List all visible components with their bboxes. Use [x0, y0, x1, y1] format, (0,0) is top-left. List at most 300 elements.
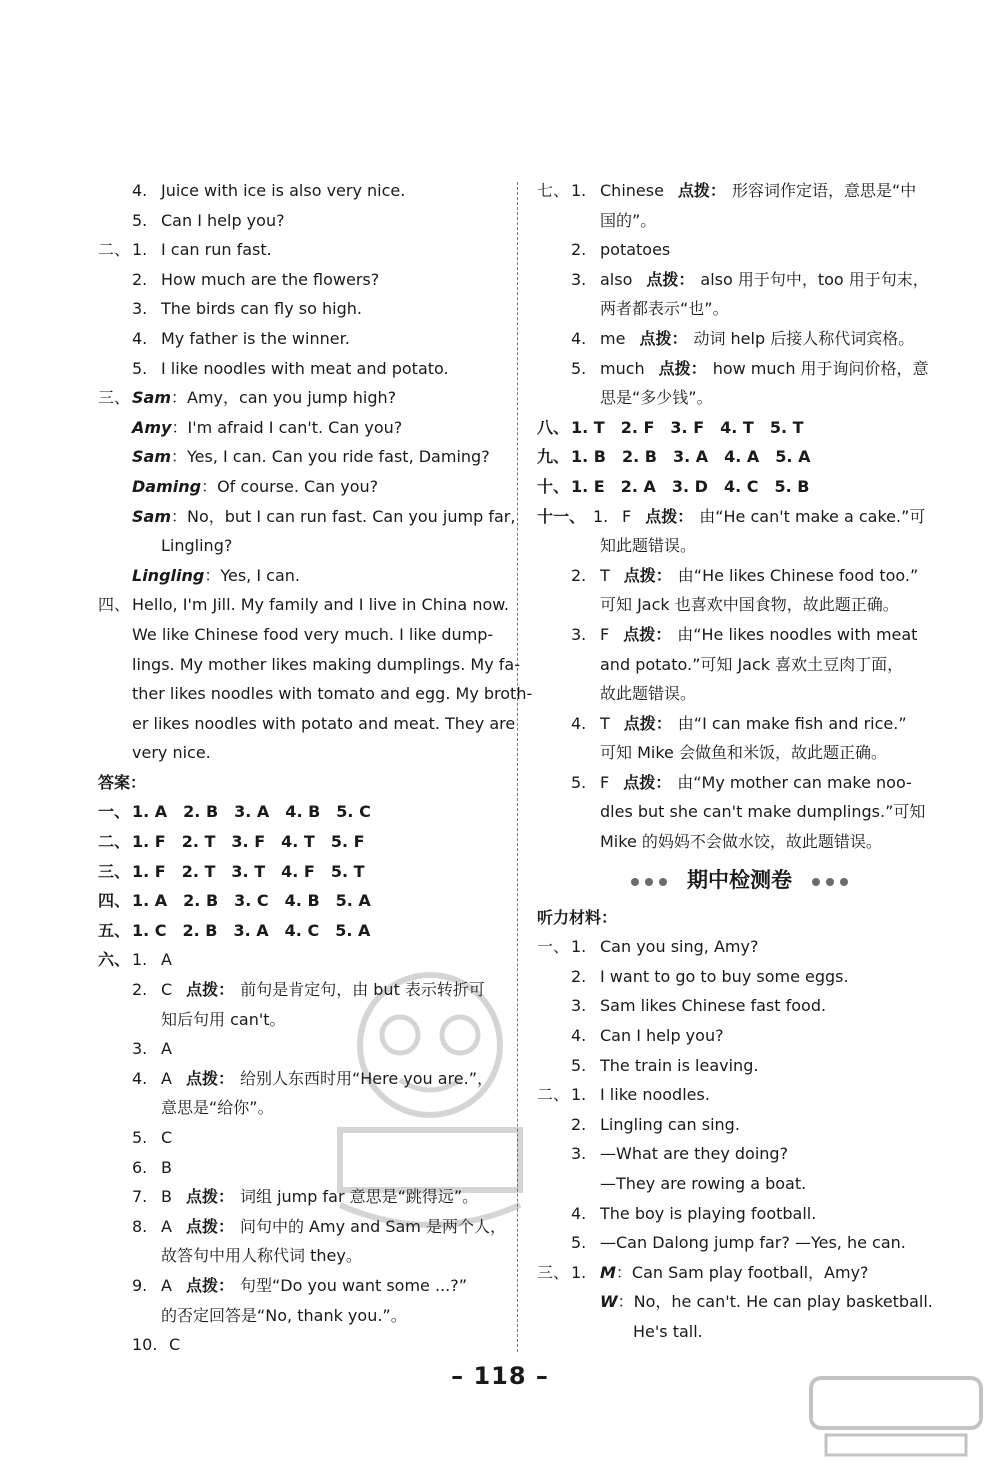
text-line: [537, 827, 942, 857]
text-line: [98, 1330, 500, 1360]
text-line: [98, 1301, 500, 1331]
line-text: [600, 561, 918, 591]
text-segment: 由“He likes Chinese food too.”: [677, 565, 919, 585]
text-line: [537, 354, 942, 384]
line-text: [600, 650, 903, 680]
item-number: 5.: [571, 358, 587, 378]
item-number: 2.: [571, 966, 587, 986]
item-number: 4.: [132, 181, 148, 200]
item-marker: 八、: [537, 417, 570, 437]
line-text: [600, 709, 907, 739]
line-text: [600, 738, 887, 768]
speaker-name: Sam: [132, 506, 171, 526]
text-line: [98, 1064, 500, 1094]
section-title: [537, 857, 942, 903]
text-line: [537, 1110, 942, 1140]
line-text: [600, 991, 826, 1021]
item-number: 3.: [132, 1039, 148, 1059]
line-text: [169, 1330, 180, 1360]
text-segment: also: [600, 269, 633, 289]
text-line: [537, 991, 942, 1021]
item-marker: 一、: [537, 937, 570, 957]
text-line: [537, 413, 942, 443]
line-text: [600, 797, 925, 827]
text-segment: ：Can Sam play football，Amy?: [615, 1262, 869, 1282]
text-segment: 动词 help 后接人称代词宾格。: [693, 328, 915, 348]
text-segment: 的否定回答是“No, thank you.”。: [161, 1305, 407, 1325]
text-line: [98, 945, 500, 975]
text-line: [537, 442, 942, 472]
line-text: [161, 1301, 407, 1331]
item-number: 5.: [132, 358, 148, 378]
text-segment: T: [600, 565, 610, 585]
text-line: [98, 1153, 500, 1183]
item-marker: 四、: [98, 891, 131, 911]
line-text: [600, 235, 670, 265]
line-text: [571, 472, 809, 502]
text-segment: A: [161, 1039, 172, 1059]
item-number: 5.: [571, 1233, 587, 1253]
decor-dots-right-icon: [809, 858, 851, 904]
text-line: [98, 354, 500, 384]
line-text: [600, 1110, 740, 1140]
speaker-name: Daming: [132, 476, 202, 496]
line-text: [161, 1034, 172, 1064]
text-line: [537, 235, 942, 265]
line-text: [161, 1153, 172, 1183]
text-segment: ：No，but I can run fast. Can you jump far,: [171, 506, 516, 526]
line-text: [571, 442, 810, 472]
text-line: [98, 738, 500, 768]
line-text: [161, 1212, 506, 1242]
text-segment: F: [600, 624, 610, 644]
text-segment: 故答句中用人称代词 they。: [161, 1246, 362, 1266]
line-text: [600, 932, 758, 962]
text-segment: 思是“多少钱”。: [600, 388, 713, 408]
hint-label: 点拨：: [646, 269, 695, 289]
item-number: 4.: [132, 328, 148, 348]
text-segment: Sam likes Chinese fast food.: [600, 996, 827, 1016]
text-segment: 故此题错误。: [600, 684, 697, 704]
item-number: 4.: [571, 713, 587, 733]
text-segment: 1. A 2. B 3. A 4. B 5. C: [132, 802, 371, 822]
text-segment: Lingling?: [161, 536, 233, 556]
text-segment: ：I'm afraid I can't. Can you?: [171, 417, 403, 437]
item-number: 1.: [132, 240, 148, 260]
line-text: [132, 502, 515, 532]
text-segment: 1. F 2. T 3. T 4. F 5. T: [132, 861, 365, 881]
text-line: [537, 1287, 942, 1317]
line-text: [161, 235, 272, 265]
text-line: [98, 916, 500, 946]
item-number: 3.: [571, 996, 587, 1016]
text-line: [537, 265, 942, 295]
item-marker: 二、: [537, 1085, 570, 1105]
text-line: [98, 531, 500, 561]
text-line: [537, 590, 942, 620]
line-text: [132, 590, 509, 620]
line-text: [600, 827, 882, 857]
item-marker: 九、: [537, 447, 570, 467]
text-segment: F: [600, 772, 610, 792]
text-segment: 意思是“给你”。: [161, 1098, 274, 1118]
item-marker: 答案：: [98, 772, 147, 792]
line-text: [161, 1271, 467, 1301]
item-number: 4.: [571, 328, 587, 348]
speaker-name: Lingling: [132, 565, 205, 585]
item-marker: 五、: [98, 920, 131, 940]
line-text: [600, 206, 656, 236]
line-text: [132, 797, 371, 827]
text-line: [98, 827, 500, 857]
text-segment: ：Yes, I can. Can you ride fast, Daming?: [171, 447, 490, 467]
item-number: 1.: [571, 937, 587, 957]
text-line: [537, 709, 942, 739]
text-line: [98, 294, 500, 324]
hint-label: 点拨：: [623, 624, 672, 644]
item-number: 3.: [571, 624, 587, 644]
line-text: [571, 413, 804, 443]
text-segment: 问句中的 Amy and Sam 是两个人，: [239, 1216, 506, 1236]
text-line: [98, 857, 500, 887]
text-segment: A: [161, 1216, 172, 1236]
text-line: [537, 738, 942, 768]
text-segment: 句型“Do you want some ...?”: [239, 1275, 468, 1295]
left-column: [98, 176, 533, 1360]
text-segment: The birds can fly so high.: [161, 299, 362, 319]
text-line: [98, 561, 500, 591]
text-segment: 知此题错误。: [600, 536, 697, 556]
text-segment: ：Amy，can you jump high?: [171, 388, 397, 408]
text-line: [537, 1258, 942, 1288]
text-line: [98, 620, 500, 650]
line-text: [132, 472, 378, 502]
hint-label: 点拨：: [185, 1216, 234, 1236]
item-number: 1.: [571, 1262, 587, 1282]
text-segment: 词组 jump far 意思是“跳得远”。: [240, 1187, 479, 1207]
line-text: [132, 886, 371, 916]
right-column-answers: [537, 176, 942, 857]
text-line: [537, 962, 942, 992]
item-number: 10.: [132, 1335, 158, 1355]
text-segment: very nice.: [132, 743, 211, 763]
text-segment: ：Yes, I can.: [204, 565, 300, 585]
text-line: [537, 932, 942, 962]
text-segment: B: [161, 1187, 172, 1207]
line-text: [161, 176, 405, 206]
text-segment: 1. E 2. A 3. D 4. C 5. B: [571, 476, 810, 496]
text-segment: The boy is playing football.: [600, 1203, 817, 1223]
item-number: 2.: [571, 240, 587, 260]
text-segment: Can you sing, Amy?: [600, 937, 759, 957]
line-text: [161, 1241, 362, 1271]
text-segment: I like noodles with meat and potato.: [161, 358, 449, 378]
line-text: [161, 1005, 286, 1035]
text-segment: A: [161, 1275, 172, 1295]
line-text: [622, 502, 925, 532]
text-segment: A: [161, 1068, 172, 1088]
text-segment: potatoes: [600, 240, 671, 260]
line-text: [600, 768, 912, 798]
right-column-listening: [537, 903, 942, 1347]
hint-label: 点拨：: [186, 980, 235, 1000]
line-text: [161, 1123, 172, 1153]
text-line: [537, 176, 942, 206]
item-number: 8.: [132, 1216, 148, 1236]
text-segment: 1. F 2. T 3. F 4. T 5. F: [132, 832, 365, 852]
text-segment: Chinese: [600, 181, 664, 200]
text-line: [537, 1139, 942, 1169]
text-segment: Lingling can sing.: [600, 1114, 740, 1134]
text-segment: 国的”。: [600, 210, 657, 230]
item-marker: 三、: [98, 861, 131, 881]
text-line: [537, 620, 942, 650]
text-line: [98, 1034, 500, 1064]
line-text: [600, 620, 917, 650]
line-text: [600, 1228, 906, 1258]
right-column: [537, 176, 942, 1347]
text-segment: Juice with ice is also very nice.: [161, 181, 406, 200]
text-line: [98, 1212, 506, 1242]
line-text: [132, 561, 300, 591]
text-line: [98, 1271, 500, 1301]
line-text: [600, 679, 696, 709]
text-segment: I like noodles.: [600, 1085, 710, 1105]
text-line: [537, 502, 942, 532]
text-segment: ：Of course. Can you?: [201, 476, 379, 496]
text-line: [98, 797, 500, 827]
item-number: 1.: [132, 950, 148, 970]
text-segment: ther likes noodles with tomato and egg. My broth-: [132, 684, 533, 704]
item-number: 1.: [571, 181, 587, 200]
hint-label: 点拨：: [185, 1187, 234, 1207]
text-line: [98, 383, 500, 413]
text-segment: 由“My mother can make noo-: [677, 772, 912, 792]
text-line: [98, 1123, 500, 1153]
hint-label: 点拨：: [645, 506, 694, 526]
text-segment: How much are the flowers?: [161, 269, 380, 289]
text-line: [98, 324, 500, 354]
text-line: [98, 502, 516, 532]
text-segment: 可知 Mike 会做鱼和米饭，故此题正确。: [600, 743, 887, 763]
line-text: [600, 1287, 933, 1317]
text-line: [98, 590, 509, 620]
text-line: [98, 1241, 500, 1271]
item-number: 2.: [571, 565, 587, 585]
text-line: [537, 561, 942, 591]
item-number: 2.: [132, 980, 148, 1000]
line-text: [600, 1080, 710, 1110]
text-segment: me: [600, 328, 626, 348]
item-marker: 十、: [537, 476, 570, 496]
line-text: [132, 916, 370, 946]
line-text: [132, 413, 402, 443]
item-marker: 七、: [537, 181, 570, 200]
text-line: [537, 472, 942, 502]
line-text: [600, 1258, 869, 1288]
text-line: [537, 1051, 942, 1081]
hint-label: 点拨：: [623, 565, 672, 585]
text-segment: how much 用于询问价格，意: [712, 358, 929, 378]
text-line: [537, 797, 942, 827]
text-line: [98, 442, 500, 472]
item-number: 4.: [571, 1203, 587, 1223]
text-segment: B: [161, 1157, 172, 1177]
speaker-name: Amy: [132, 417, 172, 437]
text-segment: 1. B 2. B 3. A 4. A 5. A: [571, 447, 811, 467]
text-line: [537, 1228, 942, 1258]
line-text: [132, 620, 493, 650]
speaker-name: Sam: [132, 447, 171, 467]
line-text: [600, 176, 916, 206]
text-segment: —They are rowing a boat.: [600, 1174, 807, 1193]
item-marker: 二、: [98, 240, 131, 260]
text-line: [98, 413, 500, 443]
text-segment: F: [622, 506, 632, 526]
line-text: [161, 324, 350, 354]
line-text: [132, 709, 515, 739]
item-number: 2.: [571, 1114, 587, 1134]
item-number: 3.: [571, 1144, 587, 1164]
text-segment: lings. My mother likes making dumplings. My fa-: [132, 654, 520, 674]
text-segment: dles but she can't make dumplings.”可知: [600, 802, 926, 822]
text-line: [537, 903, 942, 933]
item-number: 5.: [132, 1128, 148, 1147]
line-text: [161, 975, 485, 1005]
item-number: 1.: [571, 1085, 587, 1105]
text-line: [537, 1080, 942, 1110]
text-segment: We like Chinese food very much. I like dump-: [132, 624, 494, 644]
line-text: [132, 650, 520, 680]
item-number: 5.: [132, 210, 148, 230]
item-number: 5.: [571, 772, 587, 792]
text-line: [98, 1182, 500, 1212]
text-line: [98, 679, 533, 709]
item-marker: 听力材料：: [537, 907, 618, 927]
text-segment: 1. C 2. B 3. A 4. C 5. A: [132, 920, 371, 940]
column-divider: [517, 182, 518, 1352]
text-segment: 由“I can make fish and rice.”: [677, 713, 907, 733]
line-text: [600, 590, 899, 620]
line-text: [600, 294, 729, 324]
line-text: [161, 945, 172, 975]
line-text: [161, 354, 449, 384]
item-marker: 六、: [98, 950, 131, 970]
line-text: [161, 206, 285, 236]
text-line: [98, 975, 500, 1005]
text-segment: Hello, I'm Jill. My family and I live in China now.: [132, 595, 509, 615]
item-number: 1.: [593, 506, 609, 526]
text-segment: much: [600, 358, 645, 378]
item-number: 4.: [571, 1026, 587, 1046]
text-segment: C: [169, 1335, 181, 1355]
text-line: [537, 383, 942, 413]
line-text: [600, 1021, 724, 1051]
text-segment: 形容词作定语，意思是“中: [731, 181, 917, 200]
text-segment: C: [161, 1128, 173, 1147]
line-text: [161, 531, 232, 561]
text-segment: 由“He can't make a cake.”可: [699, 506, 926, 526]
text-line: [537, 768, 942, 798]
line-text: [161, 1064, 493, 1094]
line-text: [132, 857, 365, 887]
line-text: [600, 1139, 788, 1169]
text-segment: 两者都表示“也”。: [600, 299, 729, 319]
text-segment: 1. A 2. B 3. C 4. B 5. A: [132, 891, 371, 911]
line-text: [600, 1199, 816, 1229]
line-text: [600, 265, 929, 295]
text-segment: —What are they doing?: [600, 1144, 789, 1164]
speaker-name: W: [600, 1292, 618, 1312]
line-text: [132, 679, 532, 709]
text-line: [537, 1169, 942, 1199]
text-line: [98, 650, 520, 680]
line-text: [132, 827, 365, 857]
item-number: 6.: [132, 1157, 148, 1177]
text-line: [98, 886, 500, 916]
text-segment: —Can Dalong jump far? —Yes, he can.: [600, 1233, 906, 1253]
line-text: [600, 324, 914, 354]
item-number: 7.: [132, 1187, 148, 1207]
text-segment: Can I help you?: [600, 1026, 724, 1046]
hint-label: 点拨：: [677, 181, 726, 200]
text-line: [98, 1093, 500, 1123]
text-segment: er likes noodles with potato and meat. They are: [132, 713, 516, 733]
text-line: [537, 1199, 942, 1229]
text-line: [98, 176, 500, 206]
line-text: [132, 738, 211, 768]
text-segment: C: [161, 980, 173, 1000]
line-text: [161, 294, 362, 324]
text-line: [537, 1021, 942, 1051]
text-line: [98, 206, 500, 236]
text-segment: also 用于句中，too 用于句末，: [700, 269, 929, 289]
text-line: [98, 768, 500, 798]
item-marker: 三、: [537, 1262, 570, 1282]
text-segment: My father is the winner.: [161, 328, 350, 348]
text-segment: Can I help you?: [161, 210, 285, 230]
item-number: 5.: [571, 1055, 587, 1075]
hint-label: 点拨：: [185, 1275, 234, 1295]
item-number: 3.: [132, 299, 148, 319]
hint-label: 点拨：: [658, 358, 707, 378]
text-segment: A: [161, 950, 172, 970]
text-line: [537, 1317, 942, 1347]
text-segment: 可知 Jack 也喜欢中国食物，故此题正确。: [600, 595, 899, 615]
item-marker: 十一、: [537, 506, 586, 526]
text-segment: Mike 的妈妈不会做水饺，故此题错误。: [600, 832, 882, 852]
text-line: [98, 472, 500, 502]
text-line: [537, 650, 942, 680]
line-text: [600, 1169, 806, 1199]
text-segment: He's tall.: [633, 1321, 703, 1341]
hint-label: 点拨：: [185, 1068, 234, 1088]
text-segment: ：No，he can't. He can play basketball.: [617, 1292, 933, 1312]
page-number: – 118 –: [451, 1362, 549, 1390]
line-text: [600, 531, 696, 561]
line-text: [161, 265, 379, 295]
line-text: [161, 1093, 274, 1123]
text-segment: and potato.”可知 Jack 喜欢土豆肉丁面，: [600, 654, 904, 674]
item-marker: 四、: [98, 595, 131, 615]
text-line: [537, 294, 942, 324]
text-line: [98, 1005, 500, 1035]
item-marker: 一、: [98, 802, 131, 822]
speaker-name: Sam: [132, 388, 171, 408]
line-text: [633, 1317, 703, 1347]
text-line: [98, 709, 516, 739]
line-text: [600, 962, 849, 992]
